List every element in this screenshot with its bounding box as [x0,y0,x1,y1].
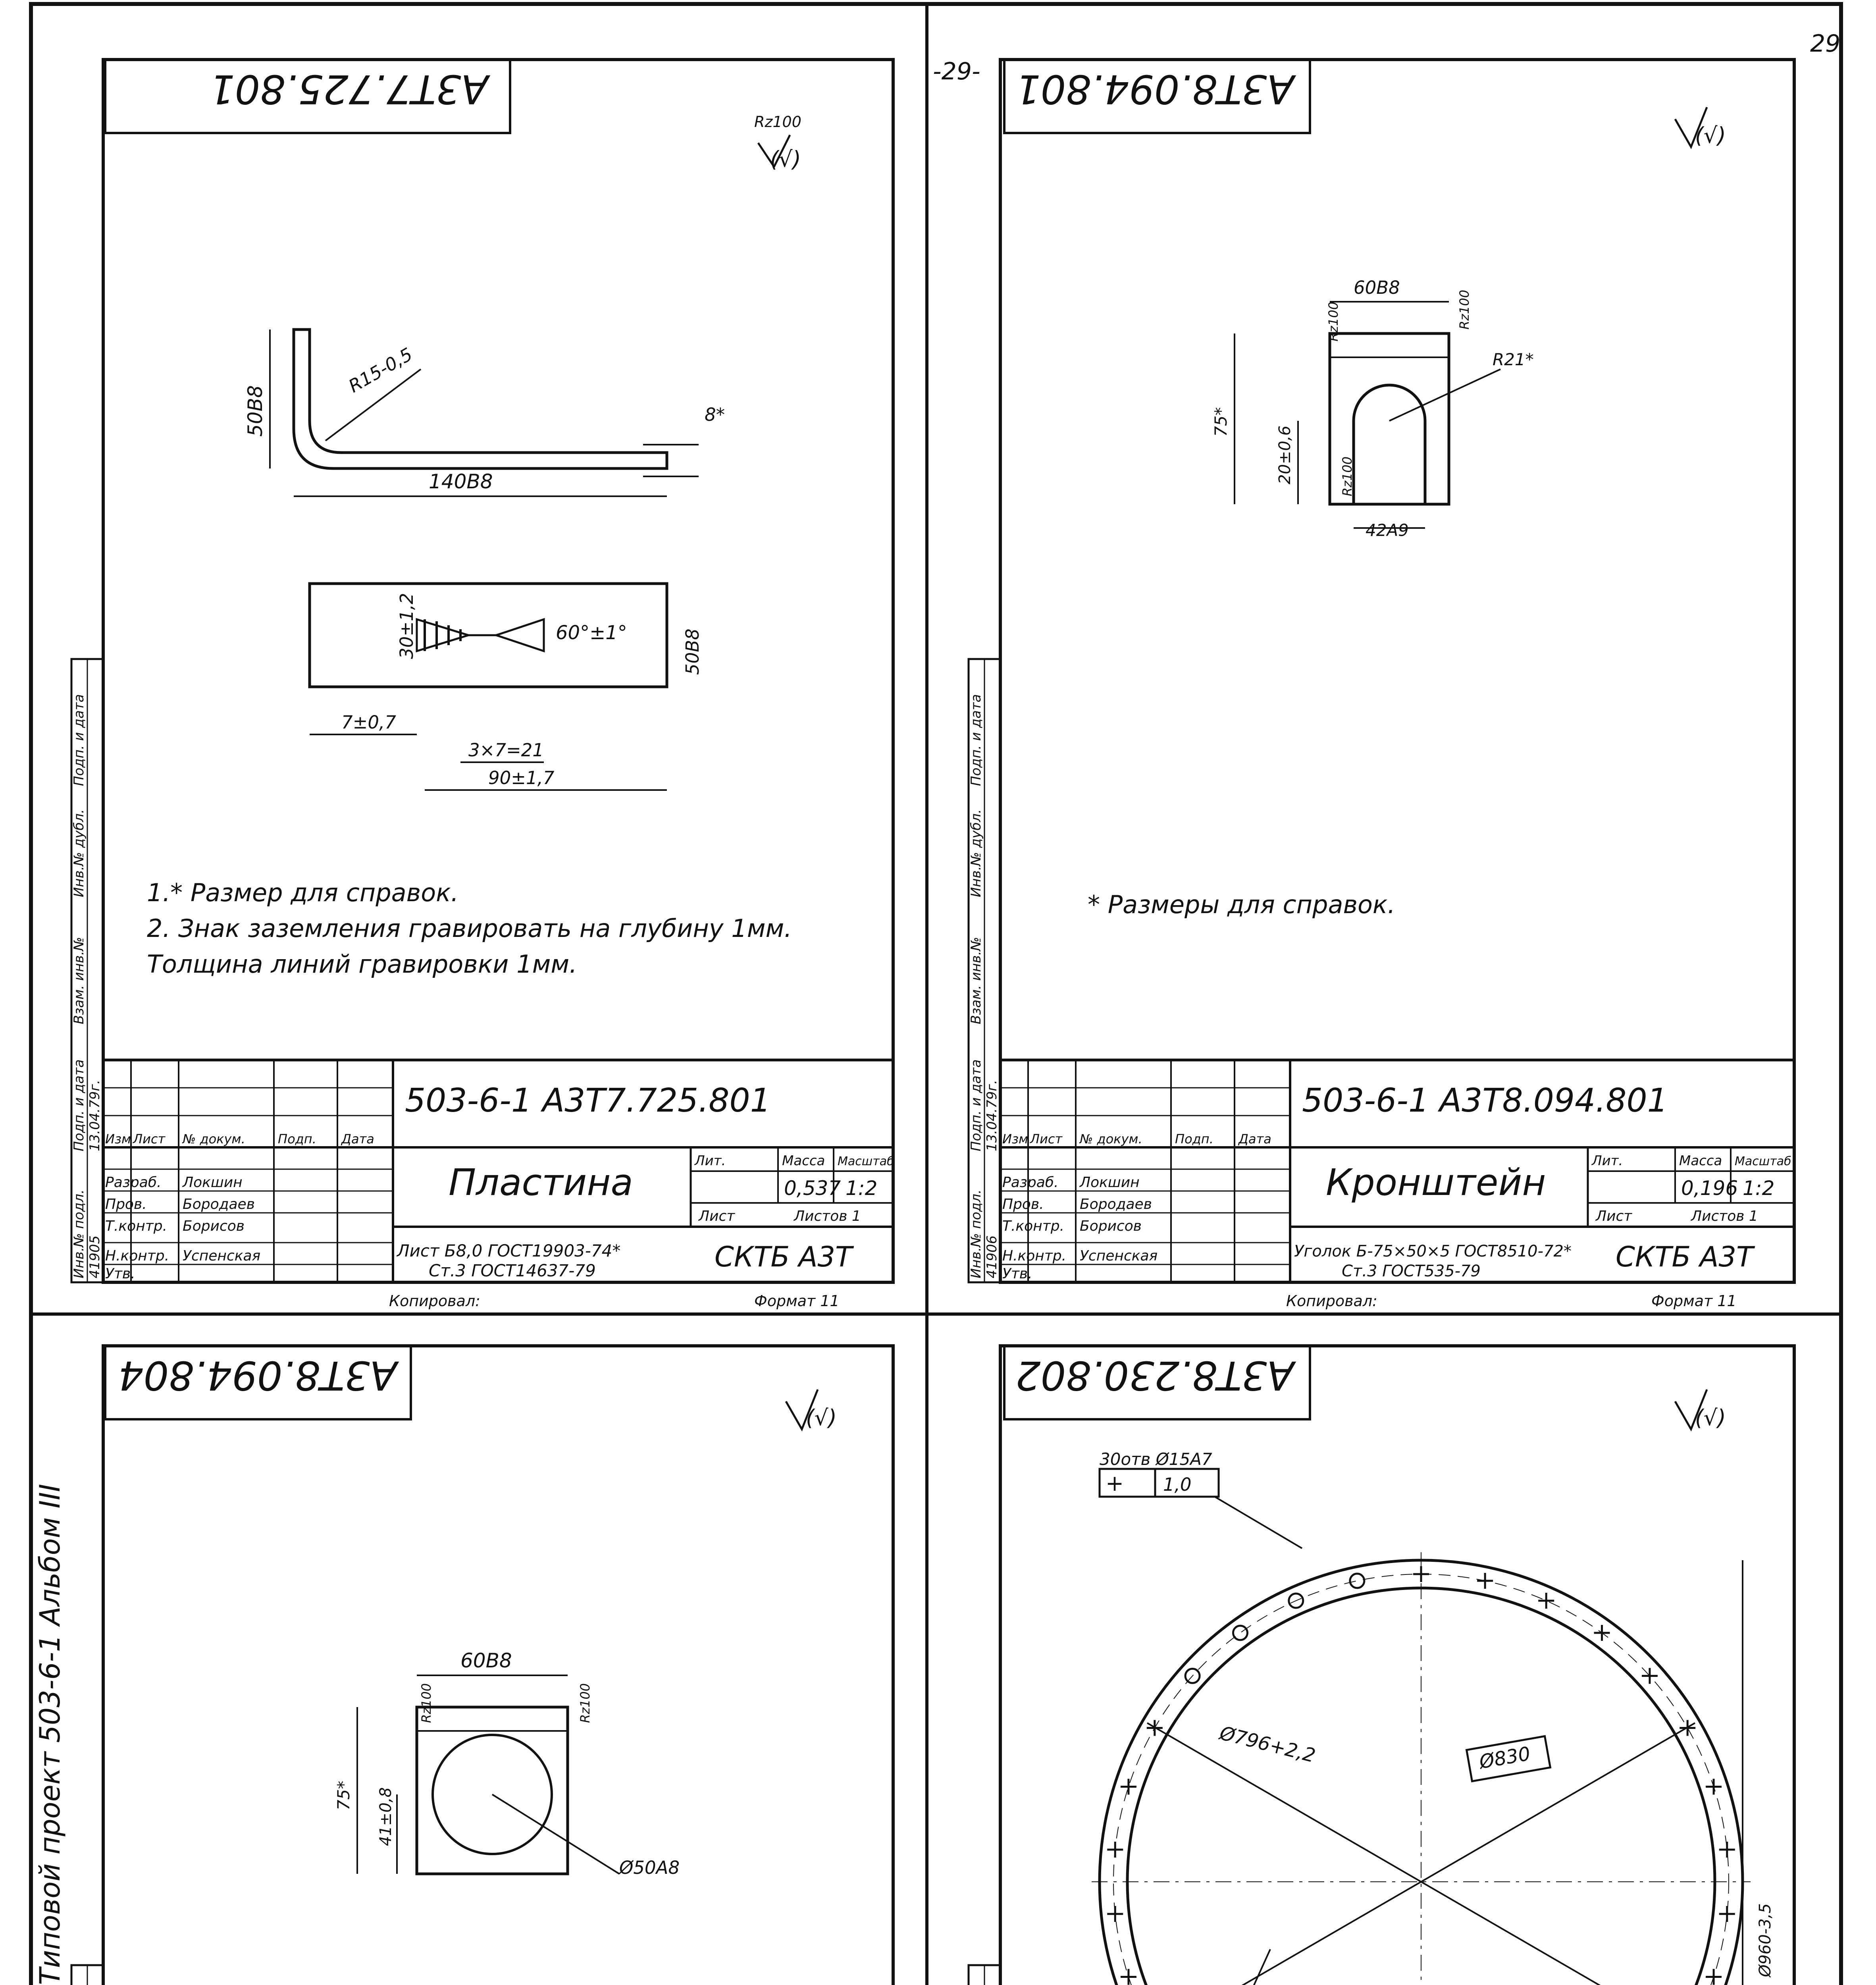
sheet-2 [968,60,1794,1310]
svg-text:Успенская: Успенская [183,1248,261,1264]
flange-view [1092,1449,1774,1985]
svg-text:60В8: 60В8 [1354,277,1400,298]
svg-text:75*: 75* [334,1781,353,1810]
svg-text:Масса: Масса [1679,1153,1722,1169]
bracket-front-view [1211,277,1534,540]
svg-text:Ст.3 ГОСТ14637-79: Ст.3 ГОСТ14637-79 [429,1261,596,1280]
svg-text:8*: 8* [705,404,725,425]
svg-text:Ø796+2,2: Ø796+2,2 [1217,1722,1318,1767]
svg-text:Подп.: Подп. [278,1131,316,1147]
svg-text:(√): (√) [1695,123,1726,148]
svg-text:75*: 75* [1211,407,1231,437]
svg-text:Бородаев: Бородаев [183,1196,255,1212]
svg-text:60°±1°: 60°±1° [556,622,627,644]
svg-text:Т.контр.: Т.контр. [1002,1218,1065,1234]
svg-text:№ докум.: № докум. [1080,1131,1142,1147]
svg-text:(√): (√) [1695,1405,1726,1430]
flange-hole-mark [1706,1969,1722,1985]
svg-text:Листов 1: Листов 1 [1691,1208,1758,1224]
svg-text:Разраб.: Разраб. [105,1174,162,1191]
svg-text:Инв.№ дубл.: Инв.№ дубл. [71,809,87,897]
stamp-code: 503-6-1 А3Т7.725.801 [405,1082,771,1120]
svg-text:Успенская: Успенская [1080,1248,1158,1264]
stamp-mass: 0,537 [784,1177,841,1200]
svg-text:Rz100: Rz100 [754,113,801,131]
flange-hole-mark [1233,1626,1247,1640]
svg-text:Rz100: Rz100 [419,1683,434,1723]
svg-text:42А9: 42А9 [1366,520,1409,540]
flange-hole-mark [1538,1593,1554,1609]
svg-text:Пров.: Пров. [1002,1196,1044,1212]
outer-frame [31,4,1841,1985]
roughness-symbol [1675,1390,1726,1430]
flange-hole-mark [1719,1842,1735,1858]
title-block-1 [103,1060,894,1310]
svg-text:Rz100: Rz100 [578,1683,593,1723]
svg-text:Подп. и дата: Подп. и дата [968,694,984,786]
svg-text:Ø830: Ø830 [1477,1742,1532,1773]
svg-text:90±1,7: 90±1,7 [488,767,555,788]
flange-hole-mark [1680,1720,1695,1736]
svg-text:Инв.№ подл.: Инв.№ подл. [968,1189,984,1278]
svg-text:Пров.: Пров. [105,1196,147,1212]
svg-text:Лист: Лист [1030,1131,1063,1147]
svg-text:Н.контр.: Н.контр. [105,1248,169,1264]
svg-text:30отв Ø15А7: 30отв Ø15А7 [1100,1449,1212,1469]
mirror-code: А3Т7.725.801 [209,66,488,112]
svg-text:Утв.: Утв. [105,1266,135,1282]
svg-text:Лист Б8,0 ГОСТ19903-74*: Лист Б8,0 ГОСТ19903-74* [397,1241,621,1260]
svg-text:(√): (√) [806,1405,837,1430]
svg-text:3×7=21: 3×7=21 [468,740,544,761]
svg-text:R15-0,5: R15-0,5 [345,343,416,397]
svg-text:Масса: Масса [782,1153,825,1169]
svg-text:Изм: Изм [105,1131,131,1147]
side-strip-1 [71,659,103,1282]
side-strip-4 [968,1965,1000,1985]
side-strip-2 [968,659,1000,1282]
svg-text:Rz100: Rz100 [1457,289,1472,330]
stamp-scale: 1:2 [846,1177,878,1200]
svg-text:Ø50А8: Ø50А8 [619,1857,680,1878]
svg-text:41906: 41906 [984,1235,1000,1278]
stamp-code: 503-6-1 А3Т8.094.801 [1302,1082,1668,1120]
svg-text:41905: 41905 [87,1235,103,1278]
svg-text:30±1,2: 30±1,2 [396,593,417,659]
corner-number: 29 [1810,30,1841,58]
svg-text:Инв.№ дубл.: Инв.№ дубл. [968,809,984,897]
svg-text:140В8: 140В8 [429,470,493,493]
svg-text:Ø960-3,5: Ø960-3,5 [1756,1903,1774,1977]
roughness-symbol [754,113,801,172]
mirror-code: А3Т8.094.801 [1015,66,1294,112]
side-strip-3 [71,1965,103,1985]
top-number: -29- [933,58,980,85]
svg-text:Масштаб: Масштаб [1735,1154,1791,1168]
flange-hole-mark [1594,1625,1610,1641]
svg-text:Масштаб: Масштаб [838,1154,894,1168]
svg-text:Rz100: Rz100 [1326,301,1341,341]
svg-text:Утв.: Утв. [1002,1266,1032,1282]
svg-text:Листов 1: Листов 1 [794,1208,861,1224]
svg-text:+: + [1106,1470,1124,1496]
svg-text:Подп. и дата: Подп. и дата [71,1059,87,1151]
svg-text:Взам. инв.№: Взам. инв.№ [968,937,984,1024]
svg-text:60В8: 60В8 [460,1649,512,1672]
note-2: 2. Знак заземления гравировать на глубину 1мм. [147,914,792,943]
stamp-name: Кронштейн [1326,1161,1546,1204]
svg-text:41±0,8: 41±0,8 [377,1787,395,1846]
title-block-2 [1000,1060,1794,1310]
flange-hole-mark [1706,1779,1722,1795]
flange-hole-mark [1719,1906,1735,1922]
note-1: 1.* Размер для справок. [147,878,459,907]
svg-text:Взам. инв.№: Взам. инв.№ [71,937,87,1024]
svg-text:Подп. и дата: Подп. и дата [71,694,87,786]
svg-text:(√): (√) [770,146,801,172]
svg-text:50В8: 50В8 [244,385,267,437]
svg-text:20±0,6: 20±0,6 [1276,425,1294,484]
sheet-3 [71,1346,894,1985]
sheet-4 [968,1346,1794,1985]
svg-text:Борисов: Борисов [1080,1218,1142,1234]
svg-text:13.04.79г.: 13.04.79г. [984,1079,1000,1151]
svg-text:Бородаев: Бородаев [1080,1196,1152,1212]
flange-hole-mark [1477,1573,1493,1589]
svg-text:Лист: Лист [133,1131,166,1147]
svg-text:Лит.: Лит. [695,1153,726,1169]
sheet-1 [71,60,894,1310]
svg-text:7±0,7: 7±0,7 [341,712,396,733]
svg-text:Н.контр.: Н.контр. [1002,1248,1067,1264]
mirror-code: А3Т8.094.804 [118,1352,397,1399]
svg-text:Лист: Лист [699,1208,735,1224]
svg-text:СКТБ А3Т: СКТБ А3Т [1616,1241,1753,1273]
svg-text:Дата: Дата [1238,1131,1271,1147]
bracket2-front-view [334,1649,680,1878]
note-1: * Размеры для справок. [1088,890,1396,919]
svg-text:№ докум.: № докум. [183,1131,245,1147]
svg-text:Подп. и дата: Подп. и дата [968,1059,984,1151]
stamp-mass: 0,196 [1681,1177,1738,1200]
svg-text:Rz100: Rz100 [1340,456,1355,496]
flange-hole-mark [1121,1969,1136,1985]
svg-text:50В8: 50В8 [682,628,703,675]
stamp-scale: 1:2 [1743,1177,1775,1200]
stamp-name: Пластина [449,1161,633,1204]
svg-text:Локшин: Локшин [183,1174,243,1191]
flange-hole-mark [1107,1906,1123,1922]
svg-text:Дата: Дата [341,1131,374,1147]
flange-hole-mark [1147,1720,1163,1736]
note-3: Толщина линий гравировки 1мм. [147,950,577,979]
svg-text:Лит.: Лит. [1592,1153,1623,1169]
svg-text:Уголок Б-75×50×5 ГОСТ8510-72*: Уголок Б-75×50×5 ГОСТ8510-72* [1294,1242,1572,1260]
svg-text:Копировал:: Копировал: [389,1292,480,1310]
svg-text:Подп.: Подп. [1175,1131,1213,1147]
svg-text:R21*: R21* [1493,350,1534,369]
flange-hole-mark [1413,1566,1429,1582]
mirror-code: А3Т8.230.802 [1015,1352,1294,1399]
svg-text:Копировал:: Копировал: [1286,1292,1377,1310]
svg-text:Разраб.: Разраб. [1002,1174,1059,1191]
svg-text:Ст.3 ГОСТ535-79: Ст.3 ГОСТ535-79 [1342,1262,1481,1280]
svg-text:13.04.79г.: 13.04.79г. [87,1079,103,1151]
svg-text:Борисов: Борисов [183,1218,245,1234]
svg-text:Лист: Лист [1596,1208,1632,1224]
plate-side-view [244,330,725,496]
svg-text:1,0: 1,0 [1163,1474,1192,1495]
svg-text:СКТБ А3Т: СКТБ А3Т [715,1241,852,1273]
roughness-symbol [786,1390,837,1430]
roughness-symbol [1675,107,1726,148]
svg-text:Изм: Изм [1002,1131,1029,1147]
left-vertical-title: Типовой проект 503-6-1 Альбом III [34,1484,66,1985]
svg-text:Формат 11: Формат 11 [1651,1292,1737,1310]
flange-hole-mark [1121,1779,1136,1795]
flange-hole-mark [1350,1574,1364,1588]
plate-front-view [310,584,703,790]
flange-hole-mark [1107,1842,1123,1858]
svg-text:Локшин: Локшин [1080,1174,1140,1191]
svg-text:Формат 11: Формат 11 [754,1292,840,1310]
svg-text:Т.контр.: Т.контр. [105,1218,168,1234]
svg-text:Инв.№ подл.: Инв.№ подл. [71,1189,87,1278]
